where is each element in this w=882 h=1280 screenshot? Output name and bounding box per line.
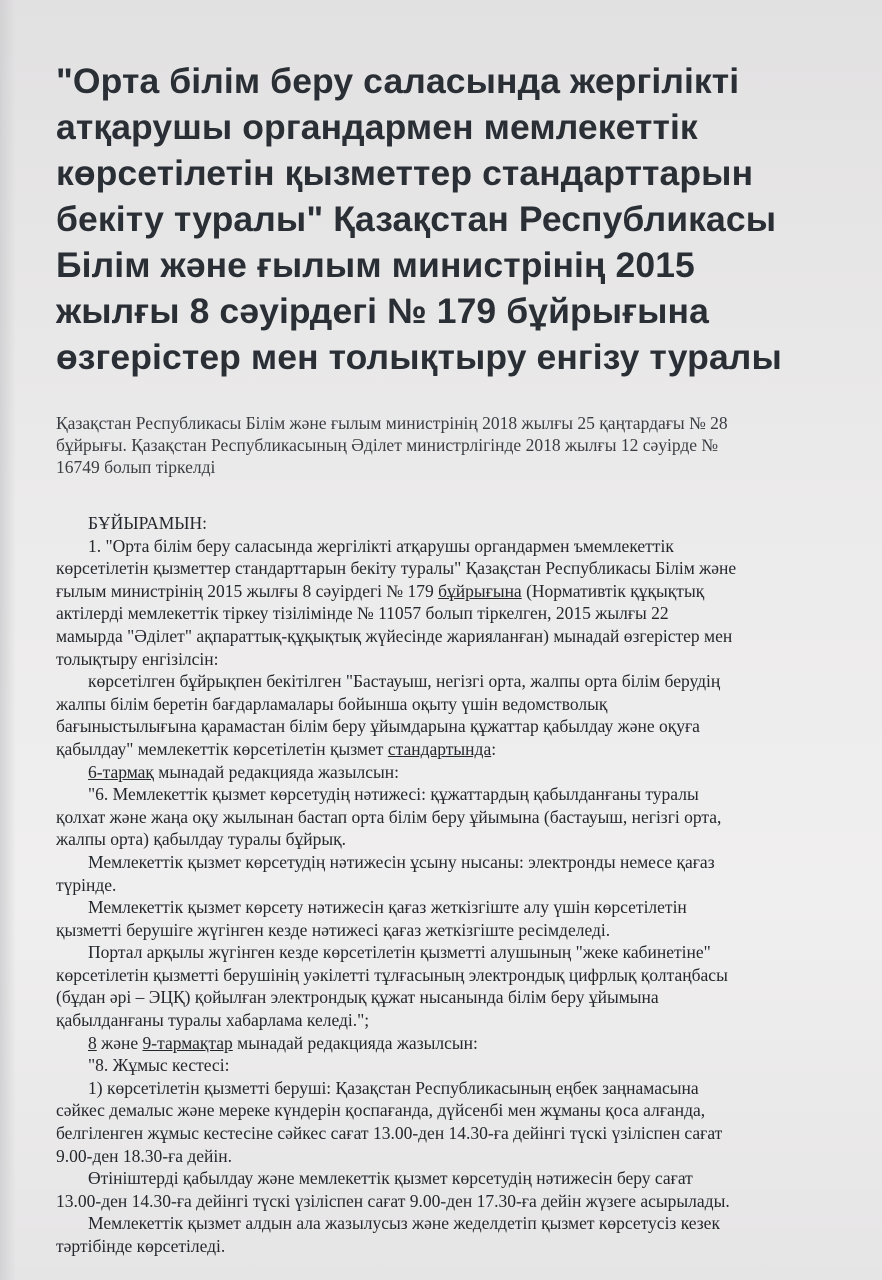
title-line: "Орта білім беру саласында жергілікті: [56, 61, 740, 101]
body-line: жалпы орта) қабылдау туралы бұйрық.: [56, 829, 347, 850]
body-line: [56, 580, 842, 603]
body-line: қабылданғаны туралы хабарлама келеді.";: [56, 1010, 370, 1031]
registration-note: [56, 412, 842, 478]
body-line: көрсетілетін қызметтер стандарттарын бекіту туралы" Қазақстан Республикасы Білім және: [56, 558, 737, 579]
body-text-segment: :: [491, 738, 497, 759]
body-line: "6. Мемлекеттік қызмет көрсетудің нәтижесі: құжаттардың қабылданғаны туралы: [88, 784, 699, 805]
body-line: 1) көрсетілетін қызметті беруші: Қазақстан Республикасының еңбек заңнамасына: [88, 1077, 699, 1098]
body-line: қолхат және жаңа оқу жылынан бастап орта білім беру ұйымына (бастауыш, негізгі орта,: [56, 806, 722, 827]
clause-9-link[interactable]: 9-тармақтар: [142, 1032, 233, 1053]
body-line: жалпы білім беретін бағдарламалары бойынша оқыту үшін ведомстволық: [56, 693, 608, 714]
body-line: сәйкес демалыс және мереке күндерін қоспағанда, дүйсенбі мен жұманы қоса алғанда,: [56, 1100, 706, 1121]
body-line: БҰЙЫРАМЫН:: [88, 513, 208, 533]
document-title: [56, 58, 842, 380]
body-line: белгіленген жұмыс кестесіне сәйкес сағат 13.00-ден 14.30-ға дейінгі түскі үзіліспен сағат: [56, 1123, 723, 1144]
title-line: өзгерістер мен толықтыру енгізу туралы: [56, 337, 782, 377]
body-text-segment: және: [96, 1032, 143, 1053]
order-body: [56, 512, 842, 1258]
body-line: 13.00-ден 14.30-ға дейінгі түскі үзіліспен сағат 9.00-ден 17.30-ға дейін жүзеге асырылады.: [56, 1190, 730, 1211]
order-link[interactable]: бұйрығына: [438, 580, 522, 601]
body-line: толықтыру енгізілсін:: [56, 648, 219, 669]
body-line: 9.00-ден 18.30-ға дейін.: [56, 1145, 233, 1166]
body-line: (бұдан әрі – ЭЦҚ) қойылған электрондық құжат нысанында білім беру ұйымына: [56, 987, 659, 1008]
body-line: Мемлекеттік қызмет көрсету нәтижесін қағаз жеткізгіште алу үшін көрсетілетін: [88, 897, 687, 918]
title-line: бекіту туралы" Қазақстан Республикасы: [56, 199, 777, 239]
body-line: актілерді мемлекеттік тіркеу тізілімінде № 11057 болып тіркелген, 2015 жылғы 22: [56, 603, 669, 624]
body-line: түрінде.: [56, 874, 117, 895]
body-text-segment: (Нормативтік құқықтық: [521, 580, 705, 601]
body-line: "8. Жұмыс кестесі:: [88, 1055, 230, 1076]
title-line: жылғы 8 сәуірдегі № 179 бұйрығына: [56, 291, 709, 331]
body-line: қызметті берушіге жүгінген кезде нәтижесі қағаз жеткізгіште ресімделеді.: [56, 919, 611, 940]
body-line: Портал арқылы жүгінген кезде көрсетілетін қызметті алушының "жеке кабинетіне": [88, 942, 711, 963]
body-line: [56, 761, 842, 784]
body-text-segment: мынадай редакцияда жазылсын:: [153, 761, 399, 782]
body-line: Мемлекеттік қызмет алдын ала жазылусыз және жеделдетіп қызмет көрсетусіз кезек: [88, 1213, 720, 1234]
body-line: мамырда "Әділет" ақпараттық-құқықтық жүйесінде жарияланған) мынадай өзгерістер мен: [56, 625, 733, 646]
body-line: көрсетілетін қызметті берушінің уәкілетті тұлғасының электрондық цифрлық қолтаңбасы: [56, 964, 728, 985]
body-line: Өтініштерді қабылдау және мемлекеттік қызмет көрсетудің нәтижесін беру сағат: [88, 1168, 693, 1189]
body-line: көрсетілген бұйрықпен бекітілген "Бастауыш, негізгі орта, жалпы орта білім берудің: [88, 671, 721, 692]
clause-8-link[interactable]: 8: [88, 1032, 97, 1053]
body-text-segment: ғылым министрінің 2015 жылғы 8 сәуірдегі № 179: [56, 580, 439, 601]
intro-line: Қазақстан Республикасы Білім және ғылым министрінің 2018 жылғы 25 қаңтардағы № 28: [56, 413, 728, 433]
body-line: 1. "Орта білім беру саласында жергілікті атқарушы органдармен ъмемлекеттік: [88, 535, 674, 556]
title-line: көрсетілетін қызметтер стандарттарын: [56, 153, 754, 193]
body-line: тәртібінде көрсетіледі.: [56, 1236, 226, 1256]
standard-link[interactable]: стандартында: [387, 738, 492, 759]
intro-line: 16749 болып тіркелді: [56, 457, 216, 477]
clause-6-link[interactable]: 6-тармақ: [88, 761, 154, 782]
body-text-segment: қабылдау" мемлекеттік көрсетілетін қызмет: [56, 738, 388, 759]
body-line: Мемлекеттік қызмет көрсетудің нәтижесін ұсыну нысаны: электронды немесе қағаз: [88, 851, 715, 872]
body-line: [56, 1032, 842, 1055]
body-text-segment: мынадай редакцияда жазылсын:: [232, 1032, 478, 1053]
title-line: Білім және ғылым министрінің 2015: [56, 245, 695, 285]
body-line: [56, 738, 842, 761]
intro-line: бұйрығы. Қазақстан Республикасының Әділет министрлігінде 2018 жылғы 12 сәуірде №: [56, 435, 719, 455]
title-line: атқарушы органдармен мемлекеттік: [56, 107, 698, 147]
body-line: бағыныстылығына қарамастан білім беру ұйымдарына құжаттар қабылдау және оқуға: [56, 716, 700, 737]
